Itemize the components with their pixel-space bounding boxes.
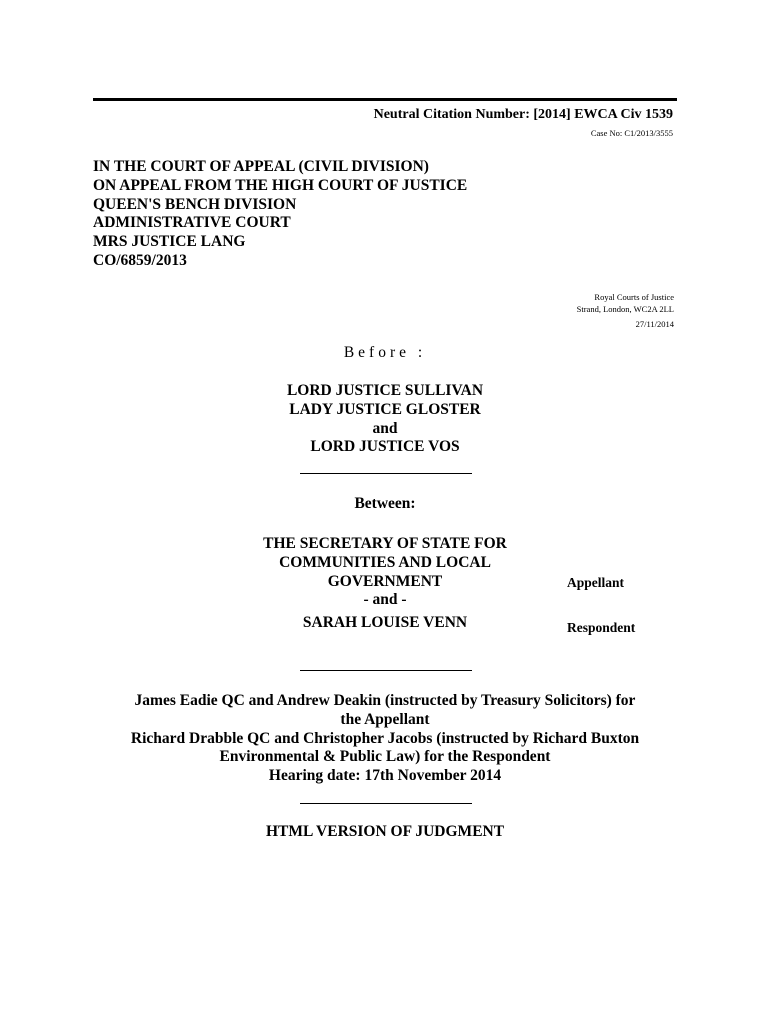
section-divider bbox=[300, 670, 472, 671]
neutral-citation-number: Neutral Citation Number: [2014] EWCA Civ 1539 bbox=[373, 107, 673, 122]
court-line: CO/6859/2013 bbox=[93, 251, 187, 269]
parties-block bbox=[235, 535, 535, 633]
location-line: Royal Courts of Justice bbox=[594, 292, 674, 302]
court-details bbox=[93, 158, 467, 271]
judge-name: LORD JUSTICE SULLIVAN bbox=[286, 382, 484, 399]
court-location bbox=[577, 292, 674, 331]
top-horizontal-rule bbox=[93, 98, 677, 101]
section-divider bbox=[300, 473, 472, 474]
judges-conjunction: and bbox=[372, 419, 398, 437]
case-number: Case No: C1/2013/3555 bbox=[590, 128, 673, 138]
html-version-heading: HTML VERSION OF JUDGMENT bbox=[265, 823, 505, 840]
between-label: Between: bbox=[354, 495, 416, 512]
judgment-date: 27/11/2014 bbox=[635, 319, 674, 330]
section-divider bbox=[300, 803, 472, 804]
court-line: IN THE COURT OF APPEAL (CIVIL DIVISION) bbox=[93, 158, 429, 175]
court-line: ON APPEAL FROM THE HIGH COURT OF JUSTICE bbox=[93, 176, 468, 194]
court-line: MRS JUSTICE LANG bbox=[93, 233, 246, 251]
respondent-name: SARAH LOUISE VENN bbox=[302, 614, 468, 632]
appellant-role: Appellant bbox=[567, 575, 625, 590]
court-line: QUEEN'S BENCH DIVISION bbox=[93, 195, 297, 213]
judge-name: LADY JUSTICE GLOSTER bbox=[289, 400, 481, 418]
counsel-line: James Eadie QC and Andrew Deakin (instructed by Treasury Solicitors) for bbox=[134, 692, 636, 709]
appellant-name-line: COMMUNITIES AND LOCAL bbox=[279, 553, 491, 571]
respondent-role: Respondent bbox=[567, 620, 636, 635]
judges-list bbox=[235, 382, 535, 457]
appellant-name-line: THE SECRETARY OF STATE FOR bbox=[263, 535, 507, 552]
appellant-name-line: GOVERNMENT bbox=[327, 572, 443, 590]
counsel-line: the Appellant bbox=[340, 710, 430, 728]
hearing-date: Hearing date: 17th November 2014 bbox=[268, 767, 502, 785]
before-label: Before : bbox=[343, 344, 427, 361]
location-line: Strand, London, WC2A 2LL bbox=[576, 303, 674, 314]
judge-name: LORD JUSTICE VOS bbox=[310, 438, 460, 456]
counsel-block bbox=[85, 692, 685, 786]
counsel-line: Environmental & Public Law) for the Respondent bbox=[219, 748, 551, 766]
counsel-line: Richard Drabble QC and Christopher Jacobs (instructed by Richard Buxton bbox=[130, 729, 640, 747]
parties-separator: - and - bbox=[363, 591, 407, 609]
court-line: ADMINISTRATIVE COURT bbox=[93, 214, 291, 232]
